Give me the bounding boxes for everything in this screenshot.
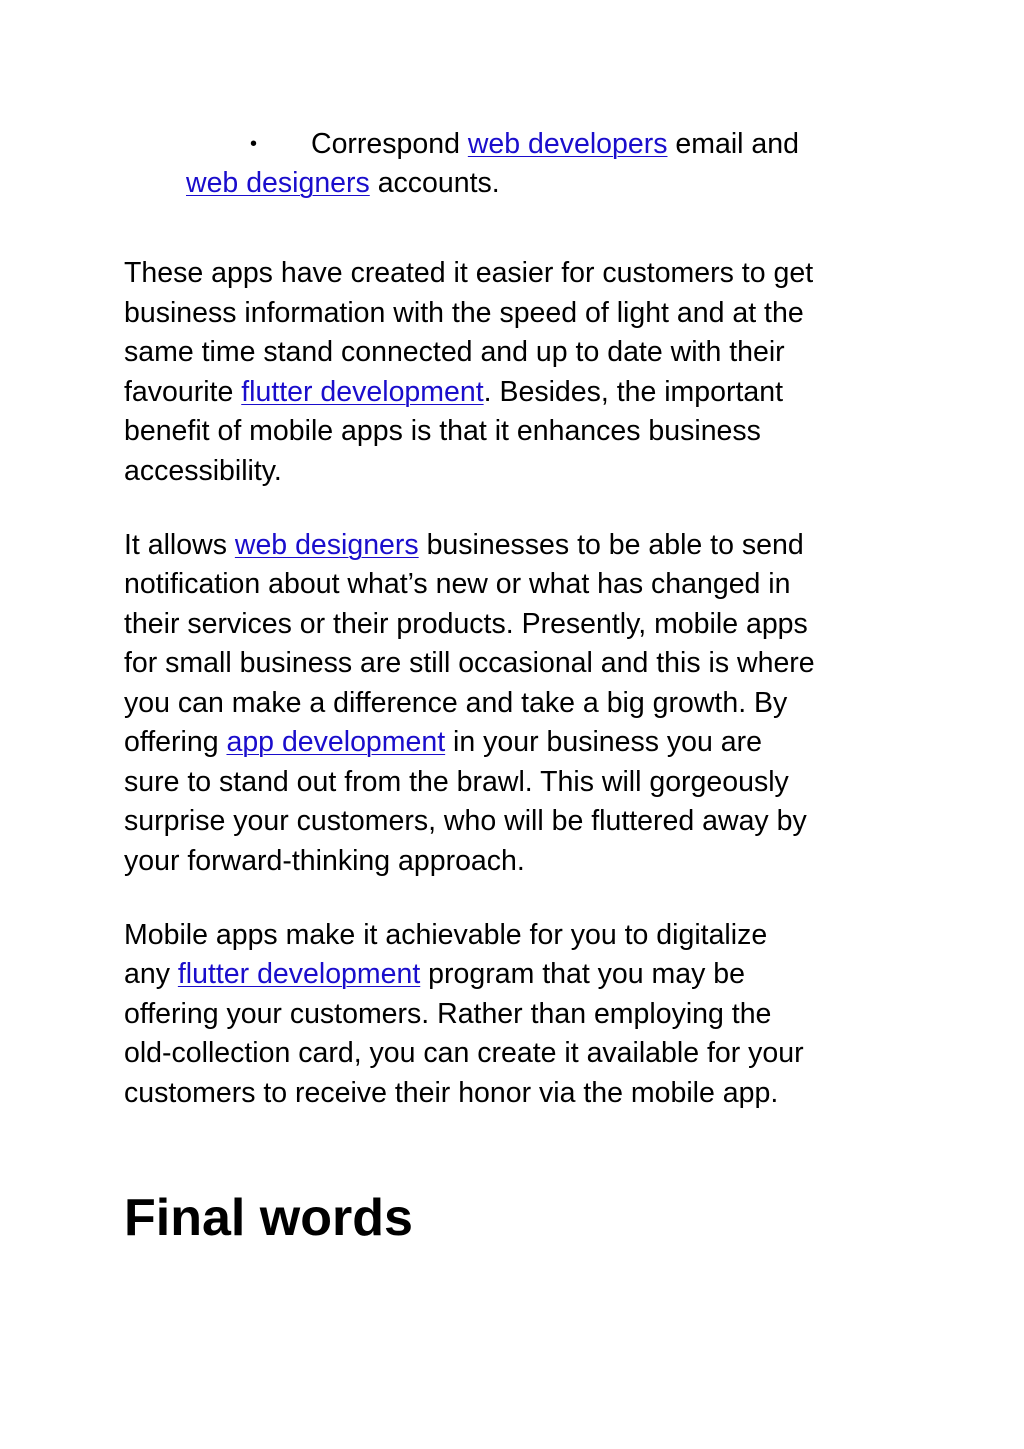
section-heading: Final words xyxy=(124,1189,413,1247)
bullet-line-2 xyxy=(186,163,500,203)
para3-line-4: old-collection card, you can create it available for your xyxy=(124,1037,804,1069)
para3-line-1: Mobile apps make it achievable for you to digitalize xyxy=(124,919,768,951)
para1-line-1: These apps have created it easier for customers to get xyxy=(124,257,814,289)
para2-line-7: sure to stand out from the brawl. This will gorgeously xyxy=(124,766,789,798)
para1-line-3: same time stand connected and up to date with their xyxy=(124,336,785,368)
text: any xyxy=(124,958,178,990)
para3-line-2 xyxy=(124,954,745,994)
para3-line-3: offering your customers. Rather than employing the xyxy=(124,998,772,1030)
bullet-marker: • xyxy=(250,133,258,155)
para2-line-1 xyxy=(124,525,804,565)
para1-line-4 xyxy=(124,372,783,412)
para2-line-4: for small business are still occasional and this is where xyxy=(124,647,815,679)
web-designers-link[interactable]: web designers xyxy=(186,167,370,199)
text: program that you may be xyxy=(420,958,746,990)
text: . Besides, the important xyxy=(483,376,784,408)
para1-line-5: benefit of mobile apps is that it enhances business xyxy=(124,415,761,447)
para2-line-2: notification about what’s new or what has changed in xyxy=(124,568,791,600)
text: offering xyxy=(124,726,227,758)
text: businesses to be able to send xyxy=(418,529,804,561)
para2-line-9: your forward-thinking approach. xyxy=(124,845,525,877)
app-development-link[interactable]: app development xyxy=(226,726,446,758)
bullet-line-1 xyxy=(311,124,799,164)
text: Correspond xyxy=(311,128,468,160)
para2-line-5: you can make a difference and take a big growth. By xyxy=(124,687,788,719)
text: email and xyxy=(667,128,799,160)
para1-line-2: business information with the speed of light and at the xyxy=(124,297,804,329)
text: It allows xyxy=(124,529,235,561)
para1-line-6: accessibility. xyxy=(124,455,282,487)
para2-line-6 xyxy=(124,722,762,762)
web-designers-link[interactable]: web designers xyxy=(234,529,419,561)
text: favourite xyxy=(124,376,242,408)
para2-line-8: surprise your customers, who will be fluttered away by xyxy=(124,805,807,837)
text: in your business you are xyxy=(445,726,762,758)
para3-line-5: customers to receive their honor via the mobile app. xyxy=(124,1077,779,1109)
para2-line-3: their services or their products. Presently, mobile apps xyxy=(124,608,808,640)
web-developers-link[interactable]: web developers xyxy=(467,128,668,160)
flutter-development-link[interactable]: flutter development xyxy=(177,958,421,990)
flutter-development-link[interactable]: flutter development xyxy=(241,376,484,408)
text: accounts. xyxy=(369,167,500,199)
